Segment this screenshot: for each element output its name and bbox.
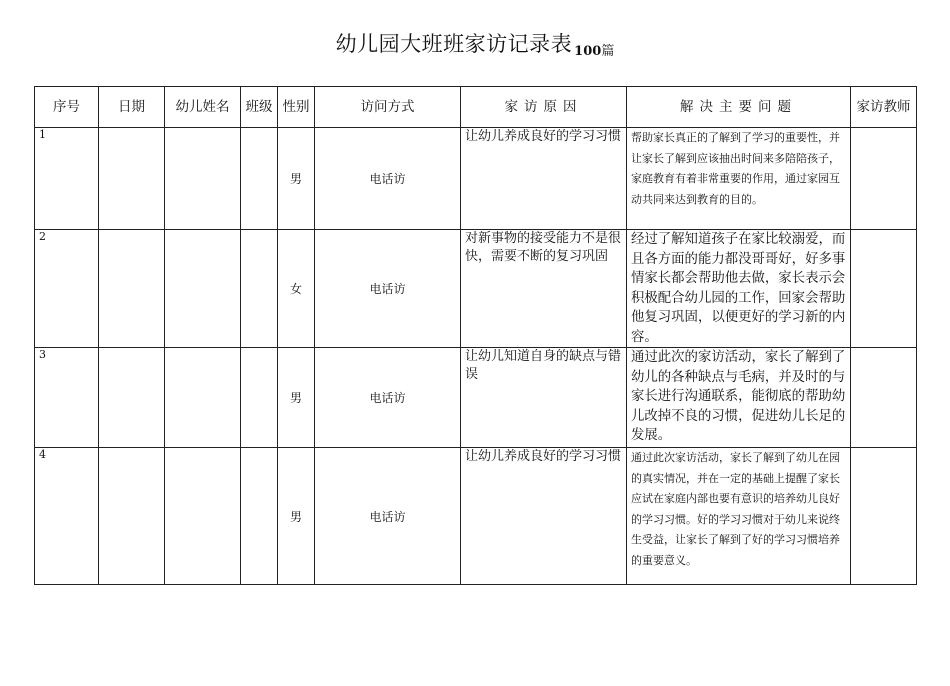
header-method: 访问方式 [315,87,461,128]
cell-gender: 男 [278,448,315,585]
cell-teacher [851,128,917,230]
header-seq: 序号 [35,87,99,128]
cell-class [241,230,278,348]
cell-method: 电话访 [315,448,461,585]
cell-solution: 通过此次家访活动，家长了解到了幼儿在园的真实情况，并在一定的基础上提醒了家长应试在家庭内部也要有意识的培养幼儿良好的学习习惯。好的学习习惯对于幼儿来说终生受益，让家长了解到了好的学习习惯培养的重要意义。 [627,448,851,585]
title-text: 幼儿园大班班家访记录表 [335,32,573,56]
table-row [35,230,917,348]
table-row [35,448,917,585]
cell-child-name [165,448,241,585]
title-count-number: 100 [574,44,602,59]
cell-method: 电话访 [315,128,461,230]
cell-date [99,230,165,348]
visit-record-table [34,86,917,585]
cell-class [241,128,278,230]
cell-teacher [851,348,917,448]
title-count [574,44,614,59]
cell-date [99,448,165,585]
cell-child-name [165,348,241,448]
cell-seq: 1 [35,128,99,230]
cell-solution: 经过了解知道孩子在家比较溺爱，而且各方面的能力都没哥哥好，好多事情家长都会帮助他去做，家长表示会积极配合幼儿园的工作，回家会帮助他复习巩固，以便更好的学习新的内容。 [627,230,851,348]
header-gender: 性别 [278,87,315,128]
title-count-unit: 篇 [601,44,615,59]
table-row [35,348,917,448]
cell-gender: 男 [278,348,315,448]
header-reason: 家访原因 [461,87,627,128]
cell-seq: 3 [35,348,99,448]
header-solution: 解决主要问题 [627,87,851,128]
cell-reason: 让幼儿养成良好的学习习惯 [461,128,627,230]
cell-reason: 让幼儿养成良好的学习习惯 [461,448,627,585]
cell-teacher [851,448,917,585]
cell-seq: 4 [35,448,99,585]
cell-class [241,448,278,585]
cell-solution: 帮助家长真正的了解到了学习的重要性，并让家长了解到应该抽出时间来多陪陪孩子，家庭教育有着非常重要的作用，通过家园互动共同来达到教育的目的。 [627,128,851,230]
page-title [0,28,950,58]
cell-seq: 2 [35,230,99,348]
cell-gender: 男 [278,128,315,230]
cell-teacher [851,230,917,348]
cell-method: 电话访 [315,230,461,348]
header-teacher: 家访教师 [851,87,917,128]
cell-reason: 对新事物的接受能力不是很快，需要不断的复习巩固 [461,230,627,348]
header-child-name: 幼儿姓名 [165,87,241,128]
table-row [35,128,917,230]
cell-gender: 女 [278,230,315,348]
cell-date [99,348,165,448]
cell-method: 电话访 [315,348,461,448]
cell-date [99,128,165,230]
header-class: 班级 [241,87,278,128]
header-row [35,87,917,128]
cell-class [241,348,278,448]
header-date: 日期 [99,87,165,128]
cell-reason: 让幼儿知道自身的缺点与错误 [461,348,627,448]
cell-child-name [165,230,241,348]
cell-child-name [165,128,241,230]
cell-solution: 通过此次的家访活动，家长了解到了幼儿的各种缺点与毛病，并及时的与家长进行沟通联系，能彻底的帮助幼儿改掉不良的习惯，促进幼儿长足的发展。 [627,348,851,448]
